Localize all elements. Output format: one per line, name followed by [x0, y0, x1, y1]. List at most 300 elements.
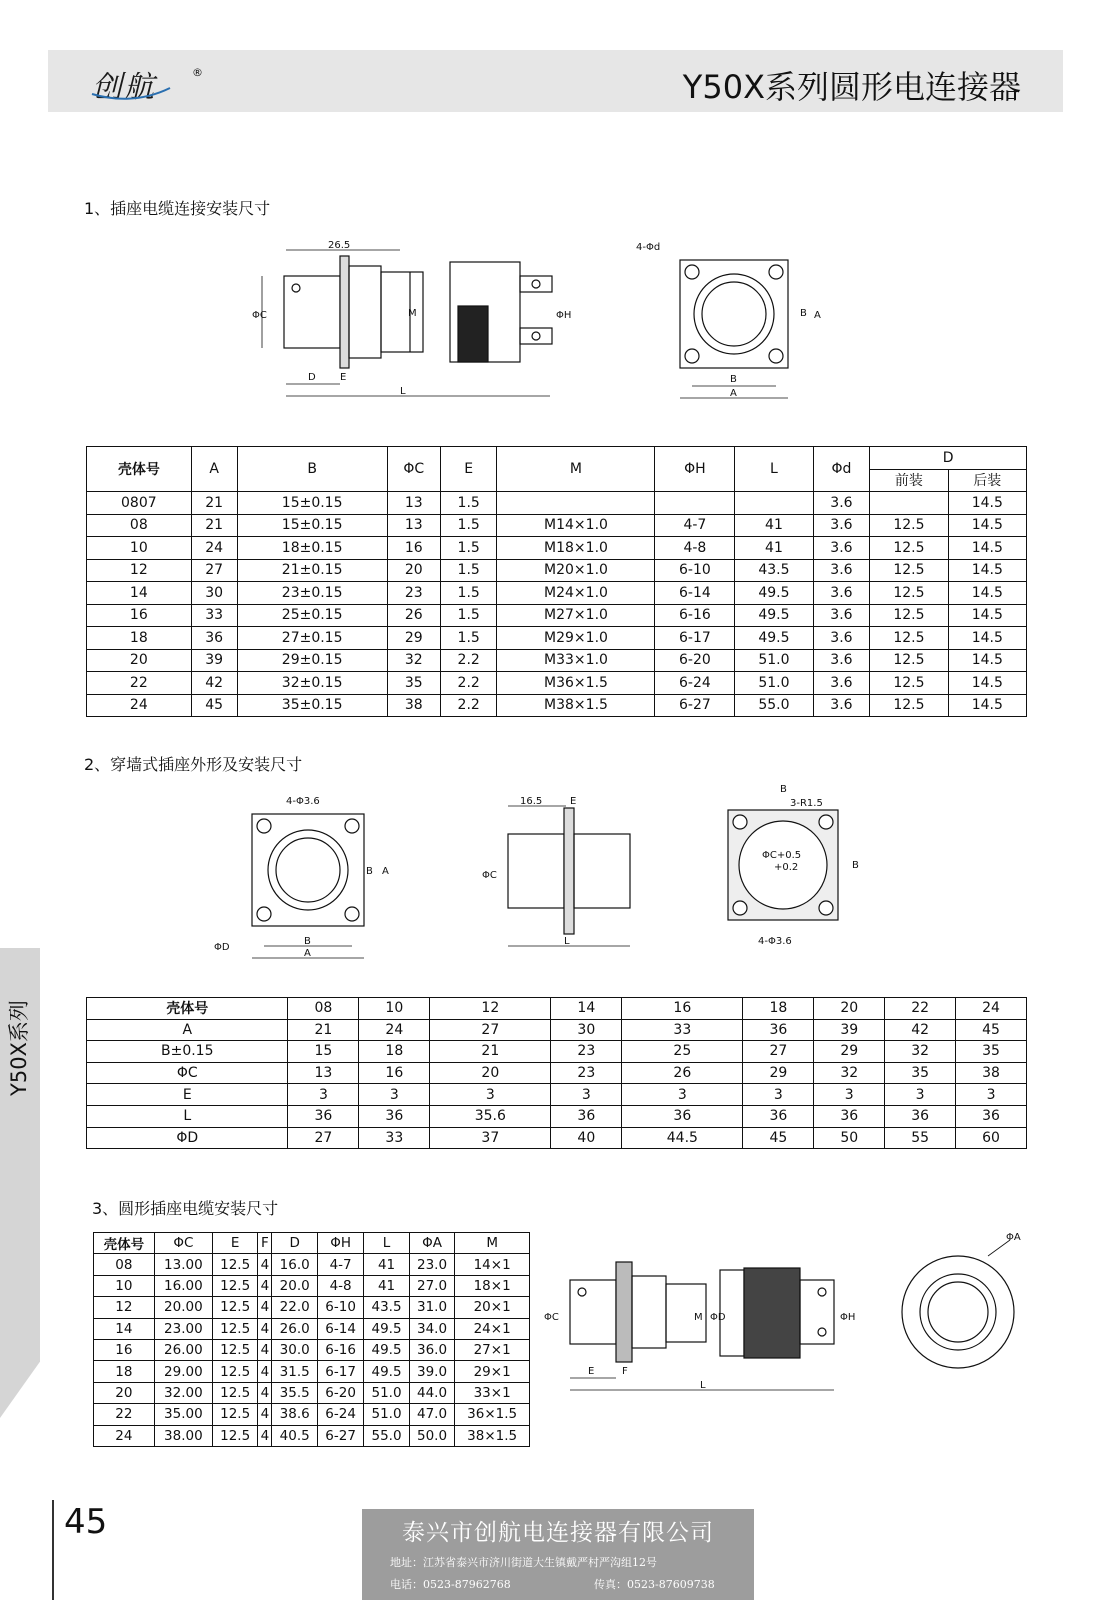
table-cell: 3.6: [813, 672, 870, 695]
table-cell: 15: [288, 1041, 359, 1063]
table-cell: 45: [191, 694, 237, 717]
table-row: [94, 1275, 530, 1296]
table-header-cell: E: [212, 1233, 258, 1254]
table-cell: 20: [87, 649, 192, 672]
table-cell: 4: [258, 1254, 272, 1275]
label-phi-a: ΦA: [1006, 1232, 1021, 1243]
table-cell: 23.00: [154, 1318, 212, 1339]
table-header-cell: L: [735, 447, 813, 492]
table-cell: 12.5: [870, 627, 948, 650]
table-cell: 38×1.5: [455, 1425, 530, 1446]
table-cell: M27×1.0: [497, 604, 655, 627]
table-cell: 4: [258, 1318, 272, 1339]
table-cell: 50: [814, 1127, 885, 1149]
table-cell: 24: [359, 1019, 430, 1041]
table-cell: 30: [191, 582, 237, 605]
table-cell: 41: [735, 537, 813, 560]
table-cell: 16.00: [154, 1275, 212, 1296]
table-cell: 26: [622, 1062, 743, 1084]
table-cell: 14: [94, 1318, 155, 1339]
table-cell: 32: [814, 1062, 885, 1084]
table-cell: 3: [430, 1084, 551, 1106]
table-cell: 16.0: [272, 1254, 318, 1275]
table-cell: 24×1: [455, 1318, 530, 1339]
table-header-cell: ΦA: [409, 1233, 455, 1254]
table-cell: 3: [622, 1084, 743, 1106]
table-row: [87, 582, 1027, 605]
table-cell: 49.5: [364, 1361, 410, 1382]
table-cell: 12.5: [870, 694, 948, 717]
table-cell: B±0.15: [87, 1041, 288, 1063]
table-cell: 32.00: [154, 1382, 212, 1403]
table-cell: 12.5: [870, 582, 948, 605]
table-cell: 16: [622, 998, 743, 1020]
table-cell: 3: [359, 1084, 430, 1106]
label-16-5: 16.5: [520, 796, 543, 807]
label-b-2b: B: [304, 936, 311, 947]
label-4-phi-3-6: 4-Φ3.6: [286, 796, 320, 807]
table-cell: 1.5: [440, 604, 497, 627]
table-row: [87, 537, 1027, 560]
table-cell: M36×1.5: [497, 672, 655, 695]
table-cell: 14.5: [948, 604, 1026, 627]
table-cell: 12.5: [212, 1318, 258, 1339]
logo-text: 创航: [92, 70, 156, 105]
table-cell: 29: [743, 1062, 814, 1084]
table-cell: 2.2: [440, 649, 497, 672]
table-row: [94, 1404, 530, 1425]
table-cell: 24: [956, 998, 1027, 1020]
label-b-2c: B: [780, 784, 787, 795]
label-tolerance-0-2: +0.2: [774, 862, 799, 873]
table-cell: 3.6: [813, 582, 870, 605]
table-cell: 36.0: [409, 1339, 455, 1360]
table-row: [94, 1254, 530, 1275]
table-cell: 26: [387, 604, 440, 627]
table-cell: 26.0: [272, 1318, 318, 1339]
table-cell: 08: [87, 514, 192, 537]
table-row: [87, 649, 1027, 672]
table-cell: 36: [288, 1105, 359, 1127]
table-cell: 6-17: [317, 1361, 363, 1382]
drawing-socket-cable: [250, 236, 850, 416]
table-cell: 39: [191, 649, 237, 672]
table-cell: 39: [814, 1019, 885, 1041]
table-cell: 36×1.5: [455, 1404, 530, 1425]
table-cell: 4: [258, 1275, 272, 1296]
table-cell: 27±0.15: [237, 627, 387, 650]
table-cell: 6-24: [317, 1404, 363, 1425]
table-row: [87, 1127, 1027, 1149]
table-cell: 4: [258, 1382, 272, 1403]
table-cell: 14.5: [948, 649, 1026, 672]
side-tab-label: Y50X系列: [7, 1000, 31, 1096]
footer-fax: 传真：0523-87609738: [594, 1578, 715, 1591]
table-cell: 18±0.15: [237, 537, 387, 560]
table-cell: 4-7: [655, 514, 735, 537]
table-cell: 27: [430, 1019, 551, 1041]
table-cell: 1.5: [440, 627, 497, 650]
table-cell: 6-14: [317, 1318, 363, 1339]
table-cell: 37: [430, 1127, 551, 1149]
label-phi-c-2: ΦC: [482, 870, 497, 881]
table-cell: 10: [359, 998, 430, 1020]
table-cell: 3.6: [813, 694, 870, 717]
table-cell: 12: [94, 1297, 155, 1318]
table-header-cell: B: [237, 447, 387, 492]
table-row: [87, 604, 1027, 627]
table-cell: 6-14: [655, 582, 735, 605]
table-cell: 51.0: [735, 672, 813, 695]
table-cell: 27: [191, 559, 237, 582]
table-cell: 38: [387, 694, 440, 717]
table-cell: [735, 492, 813, 515]
table-header-cell: D: [272, 1233, 318, 1254]
table-row: [87, 694, 1027, 717]
table-cell: 18: [87, 627, 192, 650]
table-cell: 40.5: [272, 1425, 318, 1446]
table-header-cell: D: [870, 447, 1027, 470]
label-phi-c-1: ΦC: [252, 310, 267, 321]
table-cell: 43.5: [364, 1297, 410, 1318]
table-cell: 12.5: [212, 1382, 258, 1403]
table-cell: 6-10: [317, 1297, 363, 1318]
table-cell: 16: [387, 537, 440, 560]
drawing-through-wall-socket: [210, 784, 890, 974]
label-a-1b: A: [730, 388, 737, 399]
table-cell: 3: [814, 1084, 885, 1106]
table-cell: 08: [94, 1254, 155, 1275]
table-cell: 30: [551, 1019, 622, 1041]
table-cell: 16: [359, 1062, 430, 1084]
table-row: [87, 1062, 1027, 1084]
label-m-3: M: [694, 1312, 703, 1323]
label-3-r1-5: 3-R1.5: [790, 798, 823, 809]
table-cell: 36: [551, 1105, 622, 1127]
table-cell: 55.0: [364, 1425, 410, 1446]
label-phi-h-3: ΦH: [840, 1312, 856, 1323]
table-row: [87, 998, 1027, 1020]
table-cell: 51.0: [364, 1382, 410, 1403]
table-cell: 6-24: [655, 672, 735, 695]
table-cell: 31.0: [409, 1297, 455, 1318]
table-cell: 36: [743, 1019, 814, 1041]
table-cell: 25±0.15: [237, 604, 387, 627]
table-cell: 18: [94, 1361, 155, 1382]
section-title-3: 3、圆形插座电缆安装尺寸: [92, 1199, 279, 1218]
table-cell: 15±0.15: [237, 514, 387, 537]
table-row: [94, 1297, 530, 1318]
table-cell: 20: [430, 1062, 551, 1084]
table-cell: 08: [288, 998, 359, 1020]
table-cell: 38.6: [272, 1404, 318, 1425]
company-logo: [88, 60, 203, 105]
table-cell: 27: [288, 1127, 359, 1149]
label-4-phi-3-6b: 4-Φ3.6: [758, 936, 792, 947]
table-row: [87, 1105, 1027, 1127]
table-row: [87, 492, 1027, 515]
table-cell: 51.0: [364, 1404, 410, 1425]
table-cell: 21: [191, 514, 237, 537]
table-row: [87, 627, 1027, 650]
label-b-2: B: [366, 866, 373, 877]
table-cell: 45: [956, 1019, 1027, 1041]
table-cell: 36: [743, 1105, 814, 1127]
label-a-2: A: [382, 866, 389, 877]
table-cell: 24: [191, 537, 237, 560]
table-cell: 12.5: [870, 604, 948, 627]
table-cell: 2.2: [440, 694, 497, 717]
table-cell: 24: [94, 1425, 155, 1446]
table-cell: 3.6: [813, 604, 870, 627]
table-cell: 6-10: [655, 559, 735, 582]
footer-company-name: 泰兴市创航电连接器有限公司: [402, 1520, 714, 1546]
table-cell: 0807: [87, 492, 192, 515]
table-cell: 29×1: [455, 1361, 530, 1382]
table-cell: 32: [387, 649, 440, 672]
table-row: [94, 1425, 530, 1446]
table-header-cell: ΦC: [154, 1233, 212, 1254]
table-cell: 12.5: [212, 1404, 258, 1425]
label-phi-h-1: ΦH: [556, 310, 572, 321]
label-a-2b: A: [304, 948, 311, 959]
table-header-cell: M: [497, 447, 655, 492]
table-cell: 29.00: [154, 1361, 212, 1382]
table-cell: 33: [622, 1019, 743, 1041]
table-cell: 49.5: [735, 582, 813, 605]
table-cell: 24: [87, 694, 192, 717]
table-cell: 18×1: [455, 1275, 530, 1296]
table-cell: 33: [359, 1127, 430, 1149]
label-l-1: L: [400, 386, 406, 397]
table-cell: 3: [956, 1084, 1027, 1106]
registered-mark: ®: [192, 66, 203, 79]
table-cell: 4-7: [317, 1254, 363, 1275]
table-cell: ΦC: [87, 1062, 288, 1084]
table-cell: 22: [87, 672, 192, 695]
table-cell: [497, 492, 655, 515]
table-cell: 14: [551, 998, 622, 1020]
table-cell: 4-8: [317, 1275, 363, 1296]
table-cell: 36: [191, 627, 237, 650]
table-cell: 12.5: [212, 1361, 258, 1382]
table-cell: 13: [387, 514, 440, 537]
table-cell: M14×1.0: [497, 514, 655, 537]
table-cell: 30.0: [272, 1339, 318, 1360]
table-cell: 38.00: [154, 1425, 212, 1446]
table-cell: 27×1: [455, 1339, 530, 1360]
table-cell: 22: [885, 998, 956, 1020]
table-cell: 36: [359, 1105, 430, 1127]
table-cell: 34.0: [409, 1318, 455, 1339]
table-cell: 23.0: [409, 1254, 455, 1275]
table-header-cell: ΦC: [387, 447, 440, 492]
table-cell: 27: [743, 1041, 814, 1063]
table-header-cell: ΦH: [655, 447, 735, 492]
table-cell: 43.5: [735, 559, 813, 582]
page-number: 45: [64, 1502, 108, 1542]
table-cell: 35.5: [272, 1382, 318, 1403]
table-cell: M18×1.0: [497, 537, 655, 560]
table-cell: 60: [956, 1127, 1027, 1149]
label-phi-d-2: ΦD: [214, 942, 230, 953]
table-cell: 26.00: [154, 1339, 212, 1360]
table-cell: 22.0: [272, 1297, 318, 1318]
label-l-3: L: [700, 1380, 706, 1391]
table-cell: 14.5: [948, 627, 1026, 650]
table-cell: 32±0.15: [237, 672, 387, 695]
table-cell: M29×1.0: [497, 627, 655, 650]
table-cell: 3.6: [813, 559, 870, 582]
table-cell: 35: [387, 672, 440, 695]
table-cell: 47.0: [409, 1404, 455, 1425]
table-cell: E: [87, 1084, 288, 1106]
table-cell: 6-20: [317, 1382, 363, 1403]
table-cell: 10: [87, 537, 192, 560]
table-cell: 16: [94, 1339, 155, 1360]
table-cell: 4: [258, 1404, 272, 1425]
table-cell: 25: [622, 1041, 743, 1063]
table-cell: L: [87, 1105, 288, 1127]
table-cell: 14.5: [948, 672, 1026, 695]
table-cell: 29: [387, 627, 440, 650]
table-cell: 12.5: [870, 559, 948, 582]
table-cell: 36: [885, 1105, 956, 1127]
table-cell: 12.5: [870, 649, 948, 672]
table-cell: M24×1.0: [497, 582, 655, 605]
table-header-cell: 壳体号: [87, 447, 192, 492]
table-cell: 27.0: [409, 1275, 455, 1296]
table-cell: 55.0: [735, 694, 813, 717]
table-cell: 41: [735, 514, 813, 537]
table-cell: 12.5: [212, 1254, 258, 1275]
spec-table-through-wall: [86, 997, 1027, 1149]
table-cell: 36: [814, 1105, 885, 1127]
table-header-cell: 壳体号: [94, 1233, 155, 1254]
table-cell: 6-16: [317, 1339, 363, 1360]
table-cell: 12.5: [212, 1275, 258, 1296]
table-row: [87, 1041, 1027, 1063]
table-cell: 14×1: [455, 1254, 530, 1275]
table-cell: 14.5: [948, 537, 1026, 560]
table-cell: 23: [551, 1041, 622, 1063]
table-cell: 壳体号: [87, 998, 288, 1020]
label-e-3: E: [588, 1366, 595, 1377]
table-cell: 23: [551, 1062, 622, 1084]
table-cell: 55: [885, 1127, 956, 1149]
table-cell: 21: [430, 1041, 551, 1063]
table-row: [87, 514, 1027, 537]
table-header-cell: 后装: [948, 469, 1026, 492]
table-cell: 4: [258, 1425, 272, 1446]
table-cell: 42: [191, 672, 237, 695]
table-cell: 3: [885, 1084, 956, 1106]
table-cell: 3.6: [813, 537, 870, 560]
table-cell: 41: [364, 1275, 410, 1296]
label-e-1: E: [340, 372, 347, 383]
table-cell: 35.00: [154, 1404, 212, 1425]
table-cell: 35±0.15: [237, 694, 387, 717]
table-cell: 23: [387, 582, 440, 605]
label-m-1: M: [408, 308, 417, 319]
page-header: [48, 50, 1063, 112]
table-cell: 1.5: [440, 537, 497, 560]
table-cell: 3.6: [813, 627, 870, 650]
table-cell: 3.6: [813, 649, 870, 672]
table-cell: 20.0: [272, 1275, 318, 1296]
table-header-cell: A: [191, 447, 237, 492]
drawing-round-socket-cable: [540, 1232, 1080, 1440]
table-cell: 49.5: [364, 1339, 410, 1360]
label-e-2: E: [570, 796, 577, 807]
table-cell: 2.2: [440, 672, 497, 695]
table-cell: 42: [885, 1019, 956, 1041]
table-cell: 14.5: [948, 514, 1026, 537]
table-cell: 4: [258, 1339, 272, 1360]
table-cell: 44.5: [622, 1127, 743, 1149]
table-cell: 29±0.15: [237, 649, 387, 672]
label-a-1: A: [814, 310, 821, 321]
table-header-row: [87, 447, 1027, 470]
table-cell: 6-17: [655, 627, 735, 650]
table-cell: 20×1: [455, 1297, 530, 1318]
table-cell: 14.5: [948, 694, 1026, 717]
table-header-cell: M: [455, 1233, 530, 1254]
table-cell: A: [87, 1019, 288, 1041]
table-cell: 13.00: [154, 1254, 212, 1275]
table-cell: 31.5: [272, 1361, 318, 1382]
section-title-2: 2、穿墙式插座外形及安装尺寸: [84, 755, 303, 774]
table-header-cell: Φd: [813, 447, 870, 492]
label-d-1: D: [308, 372, 316, 383]
table-cell: 6-27: [655, 694, 735, 717]
table-cell: 1.5: [440, 492, 497, 515]
table-cell: 33×1: [455, 1382, 530, 1403]
table-cell: 14: [87, 582, 192, 605]
table-cell: 12.5: [212, 1339, 258, 1360]
table-cell: 12: [87, 559, 192, 582]
table-header-cell: 前装: [870, 469, 948, 492]
page-title: Y50X系列圆形电连接器: [682, 68, 1021, 106]
table-cell: 1.5: [440, 582, 497, 605]
table-cell: 18: [359, 1041, 430, 1063]
table-header-cell: E: [440, 447, 497, 492]
footer-address: 地址：江苏省泰兴市济川街道大生镇戴严村严沟组12号: [390, 1556, 657, 1569]
table-cell: 49.5: [735, 604, 813, 627]
table-row: [94, 1318, 530, 1339]
table-cell: 14.5: [948, 492, 1026, 515]
table-cell: 41: [364, 1254, 410, 1275]
table-cell: 3.6: [813, 492, 870, 515]
table-cell: 4-8: [655, 537, 735, 560]
page-number-divider: [52, 1500, 54, 1600]
table-cell: 36: [956, 1105, 1027, 1127]
section-title-1: 1、插座电缆连接安装尺寸: [84, 199, 271, 218]
table-cell: 21: [288, 1019, 359, 1041]
table-cell: 21±0.15: [237, 559, 387, 582]
table-cell: 3: [288, 1084, 359, 1106]
table-cell: 12.5: [212, 1425, 258, 1446]
table-cell: 4: [258, 1297, 272, 1318]
table-cell: 40: [551, 1127, 622, 1149]
table-cell: 14.5: [948, 582, 1026, 605]
table-row: [87, 1019, 1027, 1041]
table-cell: 20: [94, 1382, 155, 1403]
table-cell: 15±0.15: [237, 492, 387, 515]
table-cell: 49.5: [364, 1318, 410, 1339]
table-cell: 12.5: [870, 514, 948, 537]
table-cell: 38: [956, 1062, 1027, 1084]
